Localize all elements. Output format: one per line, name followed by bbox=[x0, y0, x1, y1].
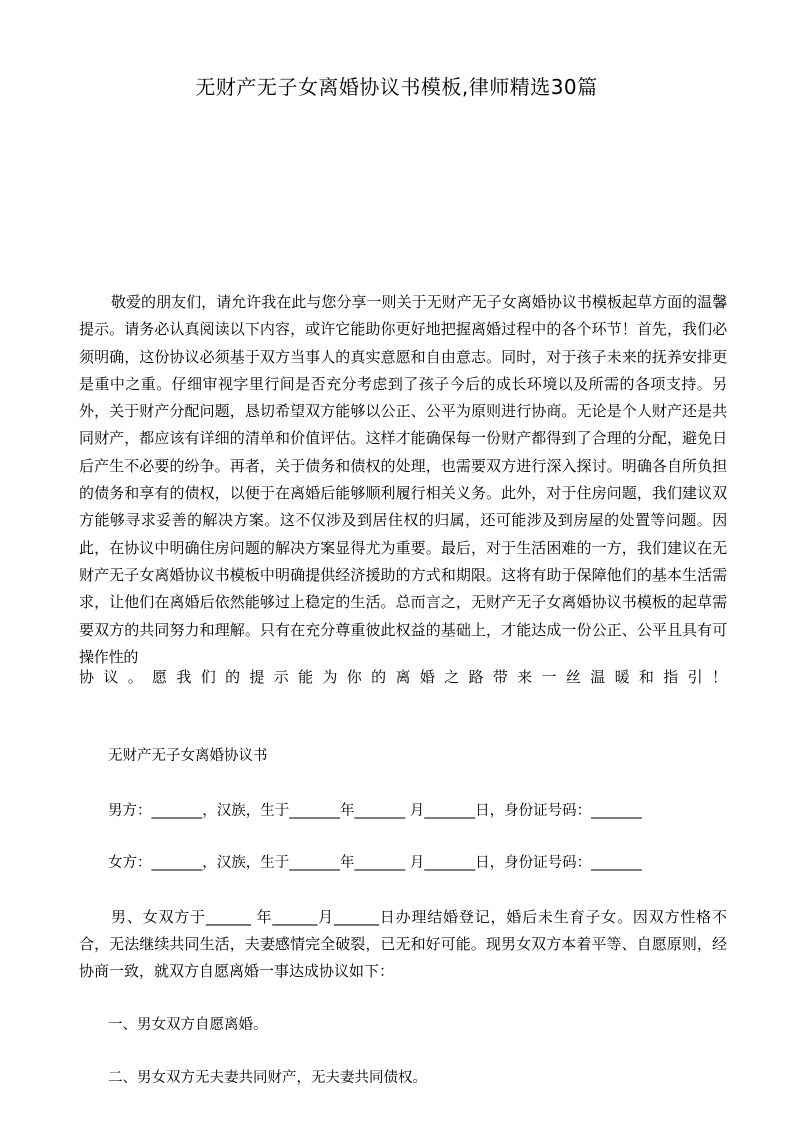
intro-last-char: 引 bbox=[687, 668, 703, 686]
intro-last-char: 暖 bbox=[614, 668, 630, 686]
intro-last-char: 能 bbox=[298, 668, 314, 686]
intro-last-char: 提 bbox=[249, 668, 265, 686]
clause-one: 一、男女双方自愿离婚。 bbox=[108, 1017, 268, 1033]
clause-two: 二、男女双方无夫妻共同财产，无夫妻共同债权。 bbox=[108, 1070, 427, 1086]
intro-last-char: 愿 bbox=[152, 668, 168, 686]
intro-paragraph: 敬爱的朋友们，请允许我在此与您分享一则关于无财产无子女离婚协议书模板起草方面的温馨提示。请务必认真阅读以下内容，或许它能助你更好地把握离婚过程中的各个环节！首先，我们必须明确，这份协议必须基于双方当事人的真实意愿和自由意志。同时，对于孩子未来的抚养安排更是重中之重。仔细审视字里行间是否充分考虑到了孩子今后的成长环境以及所需的各项支持。另外，关于财产分配问题，恳切希望双方能够以公正、公平为原则进行协商。无论是个人财产还是共同财产，都应该有详细的清单和价值评估。这样才能确保每一份财产都得到了合理的分配，避免日后产生不必要的纷争。再者，关于债务和债权的处理，也需要双方进行深入探讨。明确各自所负担的债务和享有的债权，以便于在离婚后能够顺利履行相关义务。此外，对于住房问题，我们建议双方能够寻求妥善的解决方案。这不仅涉及到居住权的归属，还可能涉及到房屋的处置等问题。因此，在协议中明确住房问题的解决方案显得尤为重要。最后，对于生活困难的一方，我们建议在无财产无子女离婚协议书模板中明确提供经济援助的方式和期限。这将有助于保障他们的基本生活需求，让他们在离婚后依然能够过上稳定的生活。总而言之，无财产无子女离婚协议书模板的起草需要双方的共同努力和理解。只有在充分尊重彼此权益的基础上，才能达成一份公正、公平且具有可操作性的 bbox=[79, 293, 727, 666]
agreement-heading: 无财产无子女离婚协议书 bbox=[108, 748, 268, 764]
intro-last-char: 示 bbox=[273, 668, 289, 686]
female-party-line: 女方：_______，汉族，生于_______年_______ 月_______日，身份证号码：_______ bbox=[108, 855, 642, 871]
intro-last-char: 议 bbox=[103, 668, 119, 686]
intro-last-char: 丝 bbox=[565, 668, 581, 686]
marriage-paragraph: 男、女双方于______ 年______月______日办理结婚登记，婚后未生育子女。因双方性格不合，无法继续共同生活，夫妻感情完全破裂，已无和好可能。现男女双方本着平等、自愿原则，经协商一致，就双方自愿离婚一事达成协议如下： bbox=[79, 908, 727, 980]
intro-last-char: 你 bbox=[346, 668, 362, 686]
intro-last-char: 协 bbox=[79, 668, 95, 686]
intro-last-char: 为 bbox=[322, 668, 338, 686]
intro-last-char: 路 bbox=[468, 668, 484, 686]
intro-last-char: 带 bbox=[492, 668, 508, 686]
intro-last-char: 的 bbox=[371, 668, 387, 686]
intro-last-char: 离 bbox=[395, 668, 411, 686]
intro-last-char: ！ bbox=[711, 668, 727, 686]
intro-last-char: 一 bbox=[541, 668, 557, 686]
intro-last-char: 和 bbox=[638, 668, 654, 686]
intro-last-char: 我 bbox=[176, 668, 192, 686]
male-party-line: 男方：_______，汉族，生于_______年_______ 月_______日，身份证号码：_______ bbox=[108, 803, 642, 819]
intro-last-char: 指 bbox=[663, 668, 679, 686]
intro-last-char: 们 bbox=[200, 668, 216, 686]
intro-last-char: 的 bbox=[225, 668, 241, 686]
intro-last-char: 婚 bbox=[419, 668, 435, 686]
document-title: 无财产无子女离婚协议书模板,律师精选30篇 bbox=[195, 75, 598, 99]
intro-last-char: 温 bbox=[590, 668, 606, 686]
intro-last-char: 来 bbox=[517, 668, 533, 686]
intro-last-char: 之 bbox=[444, 668, 460, 686]
intro-last-char: 。 bbox=[127, 668, 143, 686]
intro-last-line bbox=[79, 664, 727, 691]
